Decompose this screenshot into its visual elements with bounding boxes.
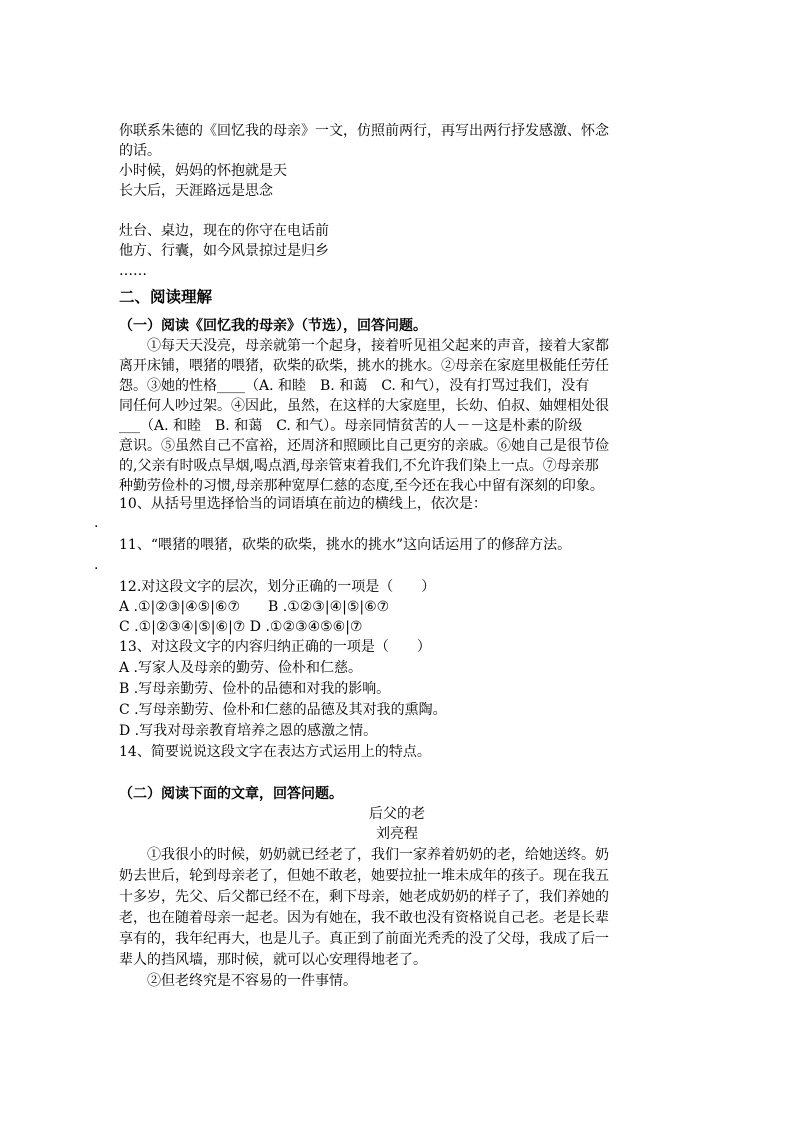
passage-line: ①每天天没亮，母亲就第一个起身，接着听见祖父起来的声音，接着大家都 (147, 338, 609, 354)
poem-line: 小时候，妈妈的怀抱就是天 (119, 163, 287, 179)
passage-line: ___（A. 和睦 B. 和蔼 C. 和气）。母亲同情贫苦的人－－这是朴素的阶级 (119, 418, 583, 434)
question-12-options-ab: A .①|②③|④⑤|⑥⑦ B .①②③|④|⑤|⑥⑦ (119, 599, 390, 615)
article-line: 奶去世后，轮到母亲老了，但她不敢老，她要拉扯一堆未成年的孩子。现在我五 (119, 868, 609, 884)
answer-dot: . (94, 515, 99, 531)
article-line: 享有的，我年纪再大，也是儿子。真正到了前面光秃秃的没了父母，我成了后一 (119, 931, 609, 947)
question-11: 11、“喂猪的喂猪，砍柴的砍柴，挑水的挑水”这向话运用了的修辞方法。 (119, 537, 572, 553)
poem-line: …… (119, 263, 147, 279)
question-10: 10、从括号里选择恰当的词语填在前边的横线上，依次是： (119, 496, 487, 512)
passage-line: 的,父亲有时吸点旱烟,喝点酒,母亲管束着我们,不允许我们染上一点。⑦母亲那 (119, 458, 599, 474)
poem-line: 灶台、桌边，现在的你守在电话前 (119, 223, 329, 239)
passage-line: 怨。③她的性格____（A. 和睦 B. 和蔼 C. 和气），没有打骂过我们，没有 (119, 378, 590, 394)
prompt-line: 的话。 (119, 143, 161, 159)
article-line: 老，也在随着母亲一起老。因为有她在，我不敢也没有资格说自己老。老是长辈 (119, 910, 609, 926)
part1-heading: （一）阅读《回忆我的母亲》（节选），回答问题。 (119, 318, 427, 334)
passage-line: 离开床铺，喂猪的喂猪，砍柴的砍柴，挑水的挑水。②母亲在家庭里极能任劳任 (119, 358, 609, 374)
article-title: 后父的老 (369, 806, 425, 822)
question-12-options-cd: C .①|②③④|⑤|⑥|⑦ D .①②③④⑤⑥|⑦ (119, 619, 363, 635)
poem-line: 他方、行囊，如今风景掠过是归乡 (119, 243, 329, 259)
poem-line: 长大后，天涯路远是思念 (119, 183, 273, 199)
passage-line: 意识。⑤虽然自己不富裕，还周济和照顾比自己更穷的亲戚。⑥她自己是很节俭 (119, 438, 609, 454)
prompt-line: 你联系朱德的《回忆我的母亲》一文，仿照前两行，再写出两行抒发感激、怀念 (119, 123, 609, 139)
question-13-option: A .写家人及母亲的勤劳、俭朴和仁慈。 (119, 660, 363, 676)
answer-dot: . (94, 557, 99, 573)
question-13-option: B .写母亲勤劳、俭朴的品德和对我的影响。 (119, 681, 391, 697)
article-line: ②但老终究是不容易的一件事情。 (147, 973, 357, 989)
article-author: 刘亮程 (376, 826, 418, 842)
passage-line: 种勤劳俭朴的习惯,母亲那种宽厚仁慈的态度,至今还在我心中留有深刻的印象。 (119, 478, 604, 494)
passage-line: 同任何人吵过架。④因此，虽然，在这样的大家庭里，长幼、伯叔、妯娌相处很 (119, 398, 609, 414)
article-line: 十多岁，先父、后父都已经不在，剩下母亲，她老成奶奶的样子了，我们养她的 (119, 889, 609, 905)
question-12: 12.对这段文字的层次，划分正确的一项是（ ） (119, 579, 436, 595)
question-14: 14、简要说说这段文字在表达方式运用上的特点。 (119, 744, 431, 760)
question-13: 13、对这段文字的内容归纳正确的一项是（ ） (119, 639, 431, 655)
question-13-option: C .写母亲勤劳、俭朴和仁慈的品德及其对我的熏陶。 (119, 702, 447, 718)
question-13-option: D .写我对母亲教育培养之恩的感激之情。 (119, 723, 378, 739)
section-heading: 二、阅读理解 (119, 288, 213, 306)
article-line: 辈人的挡风墙，那时候，就可以心安理得地老了。 (119, 952, 427, 968)
part2-heading: （二）阅读下面的文章，回答问题。 (119, 786, 343, 802)
article-line: ①我很小的时候，奶奶就已经老了，我们一家养着奶奶的老，给她送终。奶 (147, 847, 609, 863)
